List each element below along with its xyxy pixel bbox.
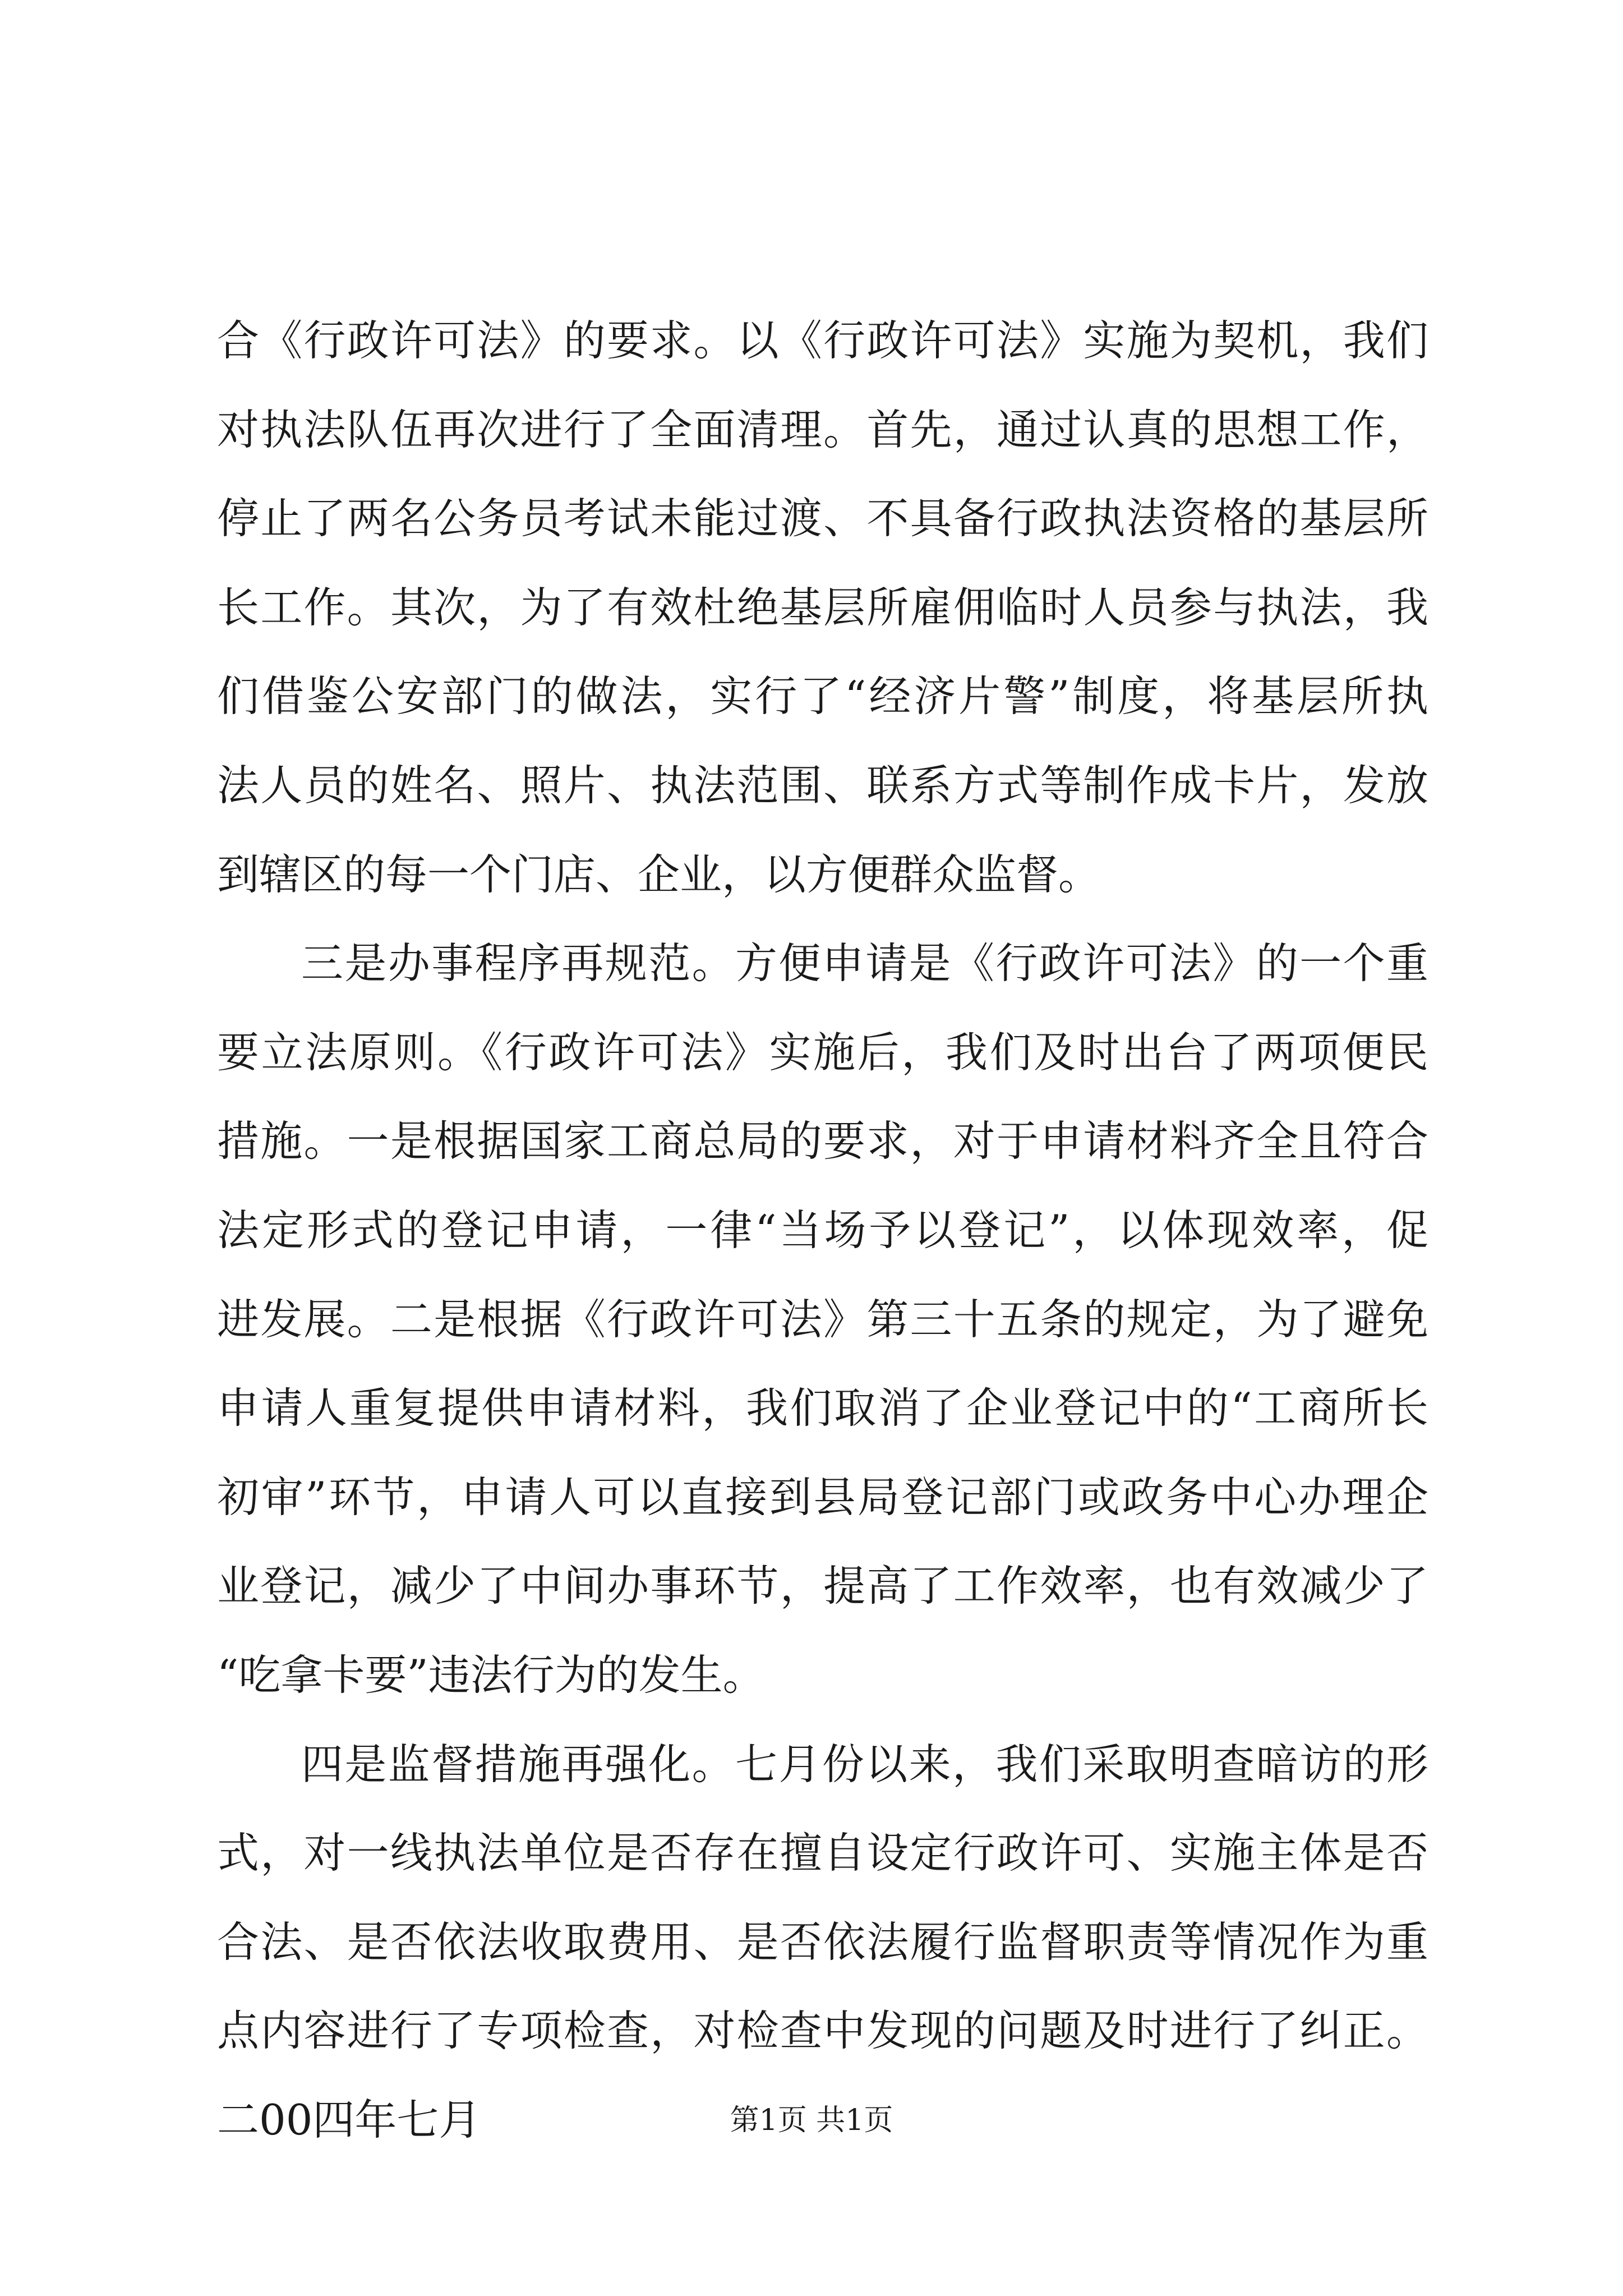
text-line: 点内容进行了专项检查，对检查中发现的问题及时进行了纠正。 [217,2006,1428,2056]
text-line: 初审”环节，申请人可以直接到县局登记部门或政务中心办理企 [217,1472,1428,1522]
text-line: 要立法原则。《行政许可法》实施后，我们及时出台了两项便民 [217,1027,1428,1077]
text-line: 合《行政许可法》的要求。以《行政许可法》实施为契机，我们 [217,316,1428,365]
text-line: 们借鉴公安部门的做法，实行了“经济片警”制度，将基层所执 [217,671,1428,721]
text-line: 长工作。其次，为了有效杜绝基层所雇佣临时人员参与执法，我 [217,582,1428,632]
date-line: 二00四年七月 [217,2095,481,2145]
text-line: 法人员的姓名、照片、执法范围、联系方式等制作成卡片，发放 [217,760,1428,810]
text-line: 申请人重复提供申请材料，我们取消了企业登记中的“工商所长 [217,1383,1428,1433]
text-line: 法定形式的登记申请，一律“当场予以登记”，以体现效率，促 [217,1205,1428,1255]
text-line: 业登记，减少了中间办事环节，提高了工作效率，也有效减少了 [217,1561,1428,1611]
text-line: 式，对一线执法单位是否存在擅自设定行政许可、实施主体是否 [217,1828,1428,1878]
page-number-footer: 第1页 共1页 [730,2104,893,2137]
text-line: 措施。一是根据国家工商总局的要求，对于申请材料齐全且符合 [217,1116,1428,1166]
text-line: 到辖区的每一个门店、企业，以方便群众监督。 [217,849,1101,899]
text-line: 合法、是否依法收取费用、是否依法履行监督职责等情况作为重 [217,1917,1428,1967]
text-line: 停止了两名公务员考试未能过渡、不具备行政执法资格的基层所 [217,494,1428,544]
text-line: 对执法队伍再次进行了全面清理。首先，通过认真的思想工作， [217,404,1428,454]
text-line: “吃拿卡要”违法行为的发生。 [217,1650,765,1700]
text-line: 三是办事程序再规范。方便申请是《行政许可法》的一个重 [301,938,1428,988]
text-line: 进发展。二是根据《行政许可法》第三十五条的规定，为了避免 [217,1294,1428,1344]
text-line: 四是监督措施再强化。七月份以来，我们采取明查暗访的形 [301,1739,1428,1789]
document-body [217,296,1428,2164]
